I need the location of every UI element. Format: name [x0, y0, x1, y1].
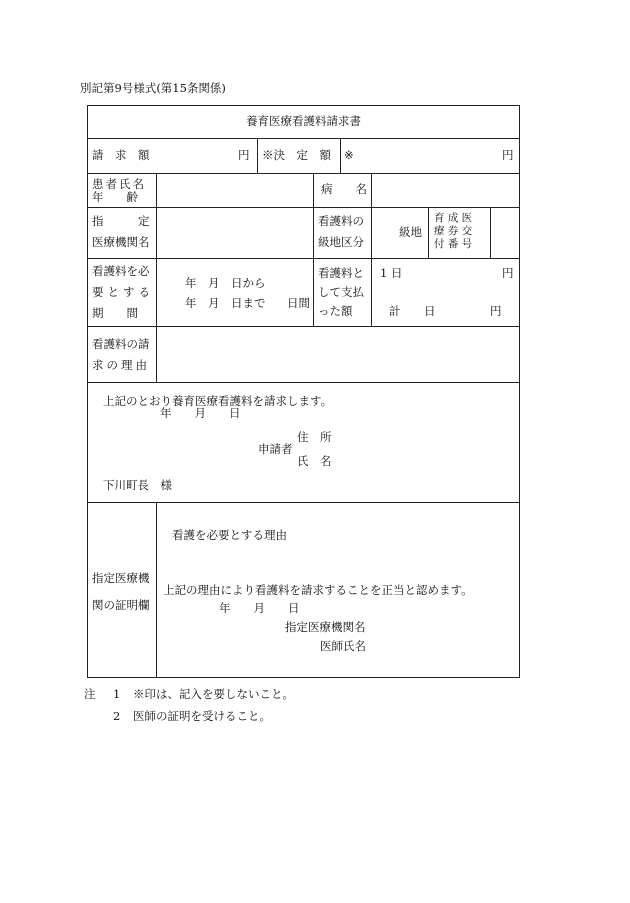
grade-label-line1: 看護料の: [318, 214, 364, 228]
form-title: 養育医療看護料請求書: [246, 114, 361, 128]
applicant-name-label: 氏 名: [297, 454, 332, 468]
notes-prefix: 注: [84, 687, 96, 701]
medical-ticket-number-line3: 付 番 号: [434, 238, 473, 250]
declaration-date: 年 月 日: [160, 406, 241, 420]
reason-label-line1: 看護料の請: [92, 337, 150, 351]
note-1-text: ※印は、記入を要しないこと。: [133, 687, 294, 701]
total-days-label: 日: [424, 304, 436, 318]
decided-amount-label: ※決 定 額: [262, 148, 331, 162]
nursing-reason-label: 看護を必要とする理由: [172, 528, 287, 542]
period-label-line1: 看護料を必: [92, 264, 150, 278]
certification-label-line2: 関の証明欄: [92, 598, 150, 612]
per-day-label: 1 日: [380, 266, 403, 280]
designated-label: 指 定: [92, 214, 150, 228]
note-2-text: 医師の証明を受けること。: [133, 709, 271, 723]
grade-label-line2: 級地区分: [318, 235, 364, 249]
institution-name-label: 医療機関名: [92, 235, 150, 249]
period-to: 年 月 日まで: [185, 296, 266, 310]
age-label: 年 齢: [92, 190, 138, 204]
request-amount-label: 請 求 額: [92, 148, 150, 162]
doctor-name-label: 医師氏名: [320, 639, 366, 653]
grade-value: 級地: [399, 225, 422, 239]
paid-label-line2: して支払: [318, 285, 364, 299]
note-2-number: 2: [113, 709, 121, 723]
disease-label: 病 名: [321, 182, 367, 196]
paid-label-line3: った額: [318, 304, 353, 318]
medical-ticket-number-line1: 育 成 医: [434, 212, 473, 224]
certifying-institution-label: 指定医療機関名: [285, 620, 366, 634]
applicant-address-label: 住 所: [297, 430, 332, 444]
total-unit: 円: [490, 304, 502, 318]
certification-label-line1: 指定医療機: [92, 571, 150, 585]
period-label-line3: 期 間: [92, 306, 138, 320]
period-days: 日間: [287, 296, 310, 310]
reason-label-line2: 求の理由: [92, 358, 150, 372]
decided-amount-unit: 円: [502, 148, 514, 162]
addressee: 下川町長 様: [103, 478, 172, 492]
not-required-mark: ※: [344, 148, 354, 162]
total-label: 計: [389, 304, 401, 318]
note-1-number: 1: [113, 687, 121, 701]
per-day-unit: 円: [502, 266, 514, 280]
paid-label-line1: 看護料と: [318, 266, 364, 280]
certification-statement: 上記の理由により看護料を請求することを正当と認めます。: [163, 583, 473, 597]
medical-ticket-number-line2: 療 券 交: [434, 225, 473, 237]
certification-date: 年 月 日: [219, 601, 300, 615]
patient-name-label: 患者氏名: [92, 177, 146, 191]
form-reference: 別記第9号様式(第15条関係): [80, 81, 226, 95]
period-label-line2: 要とする: [92, 285, 154, 299]
applicant-label: 申請者: [258, 442, 293, 456]
period-from: 年 月 日から: [185, 276, 266, 290]
declaration-statement: 上記のとおり養育医療看護料を請求します。: [103, 394, 333, 408]
request-amount-unit: 円: [238, 148, 250, 162]
